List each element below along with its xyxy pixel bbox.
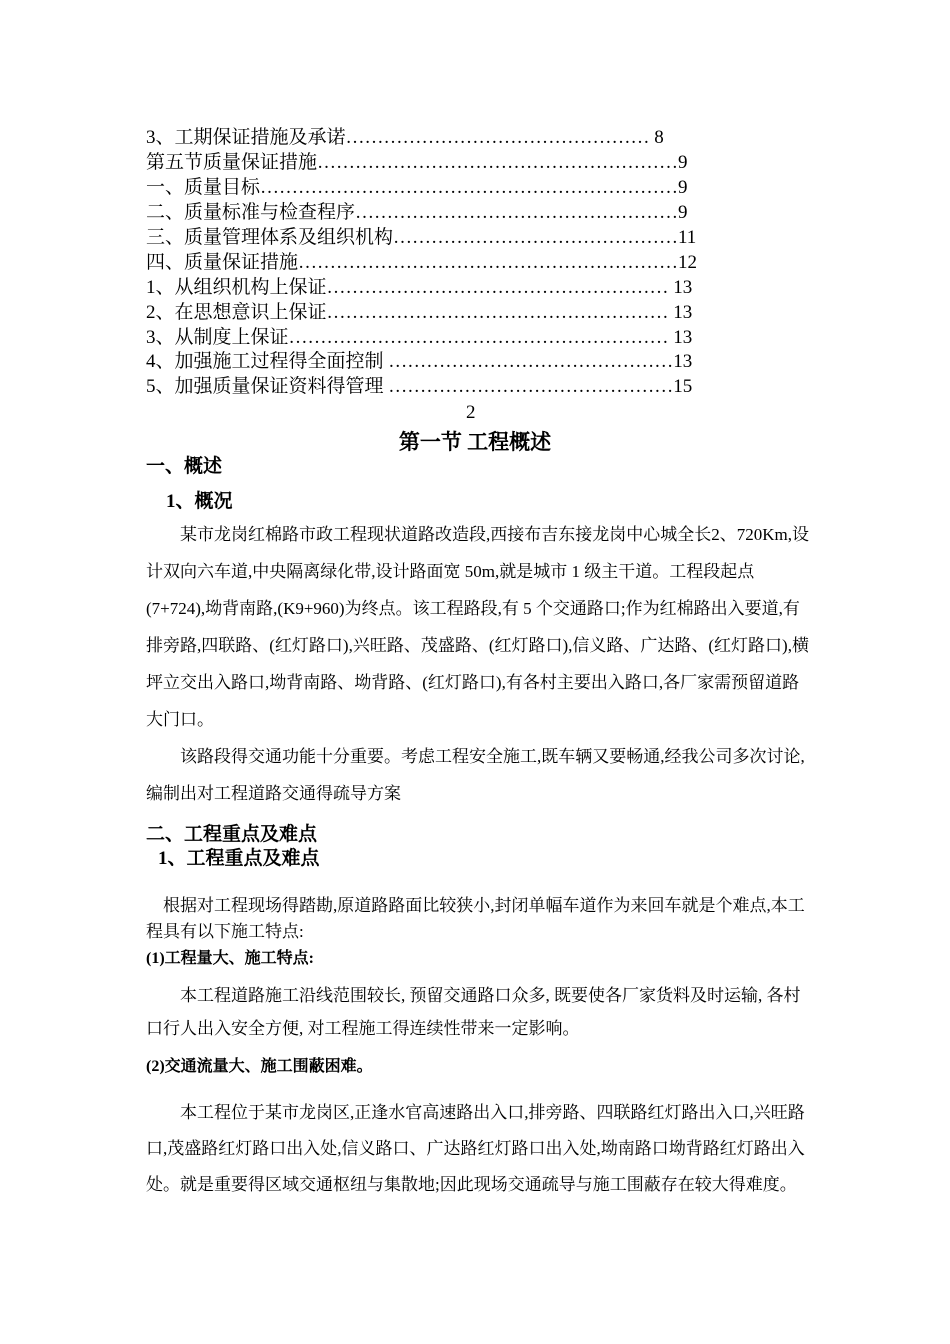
toc-item: 第五节质量保证措施…………………………………………………9 <box>146 152 688 173</box>
toc-item: 5、加强质量保证资料得管理 ………………………………………15 <box>146 376 693 397</box>
paragraph-key-points: 根据对工程现场得踏勘,原道路路面比较狭小,封闭单幅车道作为来回车就是个难点,本工程具有以下施工特点: <box>146 896 805 941</box>
toc-item: 二、质量标准与检查程序……………………………………………9 <box>146 202 688 223</box>
toc-item: 2、在思想意识上保证……………………………………………… 13 <box>146 302 693 323</box>
heading-overview: 一、概述 <box>146 456 223 477</box>
subheading-traffic-flow: (2)交通流量大、施工围蔽困难。 <box>146 1058 373 1075</box>
paragraph-workload: 本工程道路施工沿线范围较长, 预留交通路口众多, 既要使各厂家货料及时运输, 各村口行人出入安全方便, 对工程施工得连续性带来一定影响。 <box>146 986 801 1038</box>
page-number: 2 <box>466 402 476 423</box>
heading-key-points-sub: 1、工程重点及难点 <box>158 848 320 869</box>
toc-item: 一、质量目标…………………………………………………………9 <box>146 177 688 198</box>
toc-item: 4、加强施工过程得全面控制 ………………………………………13 <box>146 351 693 372</box>
heading-situation: 1、概况 <box>166 491 233 512</box>
toc-item: 四、质量保证措施……………………………………………………12 <box>146 252 698 273</box>
toc-item: 3、工期保证措施及承诺………………………………………… 8 <box>146 127 664 148</box>
heading-key-points: 二、工程重点及难点 <box>146 824 318 845</box>
subheading-workload: (1)工程量大、施工特点: <box>146 950 314 967</box>
section-title: 第一节 工程概述 <box>398 430 552 454</box>
paragraph-traffic-flow: 本工程位于某市龙岗区,正逢水官高速路出入口,排旁路、四联路红灯路出入口,兴旺路口,茂盛路红灯路口出入处,信义路口、广达路红灯路口出入处,坳南路口坳背路红灯路出入处。就是重要得区域交通枢纽与集散地;因此现场交通疏导与施工围蔽存在较大得难度。 <box>146 1103 805 1194</box>
toc-item: 三、质量管理体系及组织机构………………………………………11 <box>146 227 697 248</box>
paragraph-situation: 某市龙岗红棉路市政工程现状道路改造段,西接布吉东接龙岗中心城全长2、720Km,设计双向六车道,中央隔离绿化带,设计路面宽 50m,就是城市 1 级主干道。工程段起点(7+724),坳背南路,(K9+960)为终点。该工程路段,有 5 个交通路口;作为红棉路出入要道,有排旁路,四联路、(红灯路口),兴旺路、茂盛路、(红灯路口),信义路、广达路、(红灯路口),横坪立交出入路口,坳背南路、坳背路、(红灯路口),有各村主要出入路口,各厂家需预留道路大门口。 <box>146 525 809 729</box>
toc-item: 3、从制度上保证…………………………………………………… 13 <box>146 327 693 348</box>
paragraph-traffic: 该路段得交通功能十分重要。考虑工程安全施工,既车辆又要畅通,经我公司多次讨论,编制出对工程道路交通得疏导方案 <box>146 747 805 803</box>
toc-item: 1、从组织机构上保证……………………………………………… 13 <box>146 277 693 298</box>
